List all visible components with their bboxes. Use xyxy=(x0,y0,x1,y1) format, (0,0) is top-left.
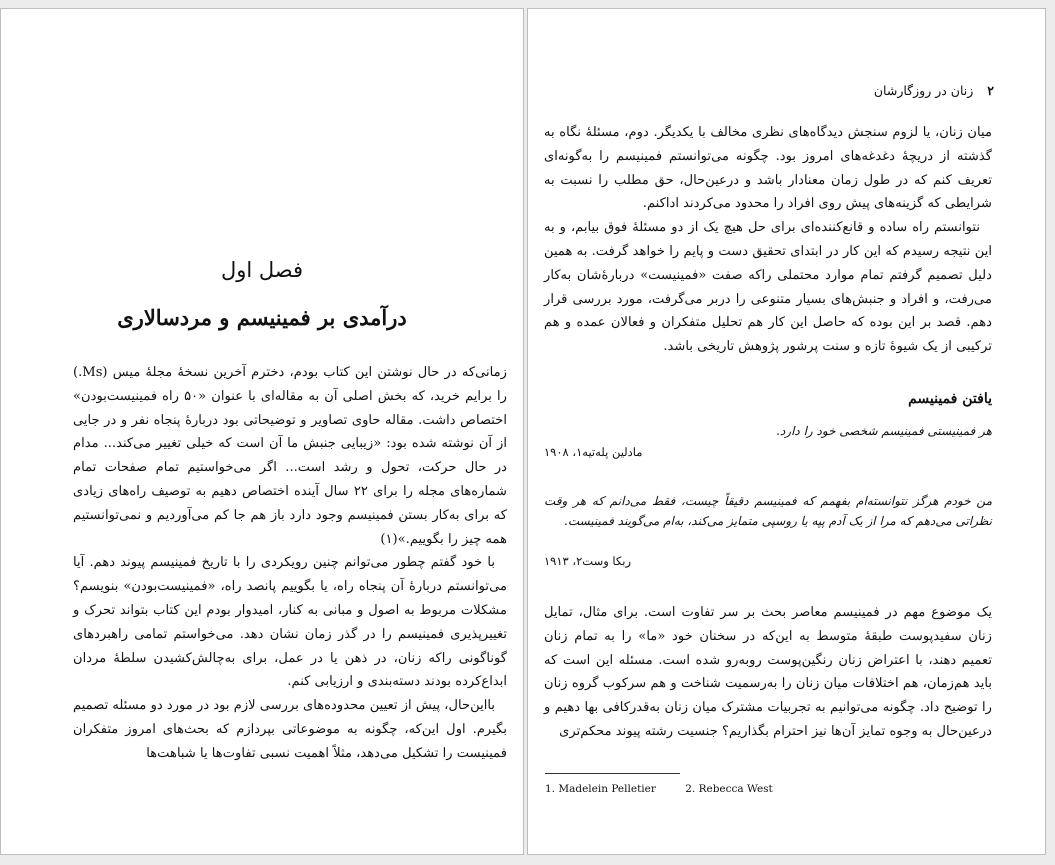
paragraph: بااین‌حال، پیش از تعیین محدوده‌های بررسی لازم بود در مورد دو مسئله تصمیم بگیرم. اول این‌که، چگونه به موضوعاتی بپردازم که بحث‌های امروز متفکران فمینیست را تشکیل می‌دهد، مثلاً اهمیت نسبی تفاوت‌ها یا شباهت‌ها xyxy=(73,698,507,761)
right-page xyxy=(527,8,1046,855)
paragraph: یک موضوع مهم در فمینیسم معاصر بحث بر سر تفاوت است. برای مثال، تمایل زنان سفیدپوست طبقهٔ متوسط به این‌که در سخنان خود «ما» را به تمام زنان تعمیم دهند، با اعتراض زنان رنگین‌پوست روبه‌رو شده است. مسئله این است که باید هم‌زمان، هم اختلافات میان زنان را به‌رسمیت شناخت و هم سرکوب گروه زنان را توضیح داد. چگونه می‌توانیم به تجربیات مشترک میان زنان به‌قدرکافی بها دهیم و درعین‌حال به وجوه تمایز آن‌ها نیز احترام بگذاریم؟ جنسیت رشته پیوند محکم‌تری xyxy=(544,605,992,739)
footnote: 2. Rebecca West xyxy=(685,783,773,795)
running-head xyxy=(844,83,994,98)
footnote: 1. Madelein Pelletier xyxy=(545,783,656,795)
left-page xyxy=(0,8,524,855)
paragraph: میان زنان، یا لزوم سنجش دیدگاه‌های نظری مخالف با یکدیگر. دوم، مسئلهٔ نگاه به گذشته از دریچهٔ دغدغه‌های امروز بود. چگونه می‌توانستم فمینیسم را به‌گونه‌ای تعریف کنم که در طول زمان معنادار باشد و درعین‌حال، حق مطلب را نسبت به شرایطی که گزینه‌های پیش روی افراد را محدود می‌کردند اداکنم. xyxy=(544,125,992,212)
running-head-title: زنان در روزگارشان xyxy=(873,83,974,98)
right-body-text xyxy=(544,121,992,359)
chapter-title: درآمدی بر فمینیسم و مردسالاری xyxy=(117,305,407,330)
epigraph-source: ربکا وست۲، ۱۹۱۳ xyxy=(544,554,632,568)
left-body-text xyxy=(73,361,507,766)
footnote-divider xyxy=(545,773,680,774)
page-number: ۲ xyxy=(987,83,994,98)
paragraph: زمانی‌که در حال نوشتن این کتاب بودم، دخترم آخرین نسخهٔ مجلهٔ میس (Ms.) را برایم خرید، که بخش اصلی آن به مقاله‌ای با عنوان «۵۰ راه فمینیست‌بودن» اختصاص داشت. مقاله حاوی تصاویر و توضیحاتی بود دربارهٔ پنجاه نفر و در جایی از آن نوشته شده بود: «زیبایی جنبش ما آن است که خیلی تغییر می‌کند... مدام در حال حرکت، تحول و رشد است... اگر می‌خواستیم تمام صفحات تمام شماره‌های مجله را برای ۲۲ سال آینده اختصاص دهیم به توصیف راه‌های زیادی که برای به‌کار بستن فمینیسم وجود دارد باز هم جا کم می‌آوردیم و نمی‌توانستیم همه چیز را بگوییم.»(۱) xyxy=(73,365,507,547)
paragraph: با خود گفتم چطور می‌توانم چنین رویکردی را با تاریخ فمینیسم پیوند دهم. آیا می‌توانستم دربارهٔ آن پنجاه راه، یا بگوییم پانصد راه، «فمینیست‌بودن» بنویسم؟ مشکلات مربوط به اصول و مبانی به کنار، امیدوار بودم این کتاب بتواند تحرک و تغییرپذیری فمینیسم را در گذر زمان نشان دهد. می‌خواستم تمامی راهبردهای گوناگونی راکه زنان، در ذهن یا در عمل، برای به‌چالش‌کشیدن سلطهٔ مردان ابداع‌کرده بودند دسته‌بندی و ارزیابی کنم. xyxy=(73,555,507,690)
footnotes xyxy=(545,783,773,795)
section-heading: یافتن فمینیسم xyxy=(908,391,992,407)
epigraph-quote: من خودم هرگز نتوانسته‌ام بفهمم که فمینیسم دقیقاً چیست، فقط می‌دانم که هر وقت نظراتی می‌دهم که مرا از یک آدم پپه یا روسپی متمایز می‌کند، به‌ام می‌گویند فمینیست. xyxy=(544,494,992,528)
epigraph-source: مادلین پله‌تیه۱، ۱۹۰۸ xyxy=(544,445,643,459)
epigraph-quote: هر فمینیستی فمینیسم شخصی خود را دارد. xyxy=(776,424,992,438)
chapter-label: فصل اول xyxy=(220,258,304,282)
paragraph: نتوانستم راه ساده و قانع‌کننده‌ای برای حل هیچ یک از دو مسئلهٔ فوق بیابم، و به این نتیجه رسیدم که این کار در ابتدای تحقیق دست و پایم را خواهد گرفت. به همین دلیل تصمیم گرفتم تمام موارد محتملی راکه صفت «فمینیست» دربارهٔ‌شان به‌کار می‌رفت، و افراد و جنبش‌های بسیار متنوعی را دربر می‌گرفت، مورد بررسی قرار دهم. قصد بر این بوده که حاصل این کار هم تحلیل متفکران و فعالان عمده و هم ترکیبی از یک شیوهٔ تازه و سنت پرشور پژوهش تاریخی باشد. xyxy=(544,220,992,355)
